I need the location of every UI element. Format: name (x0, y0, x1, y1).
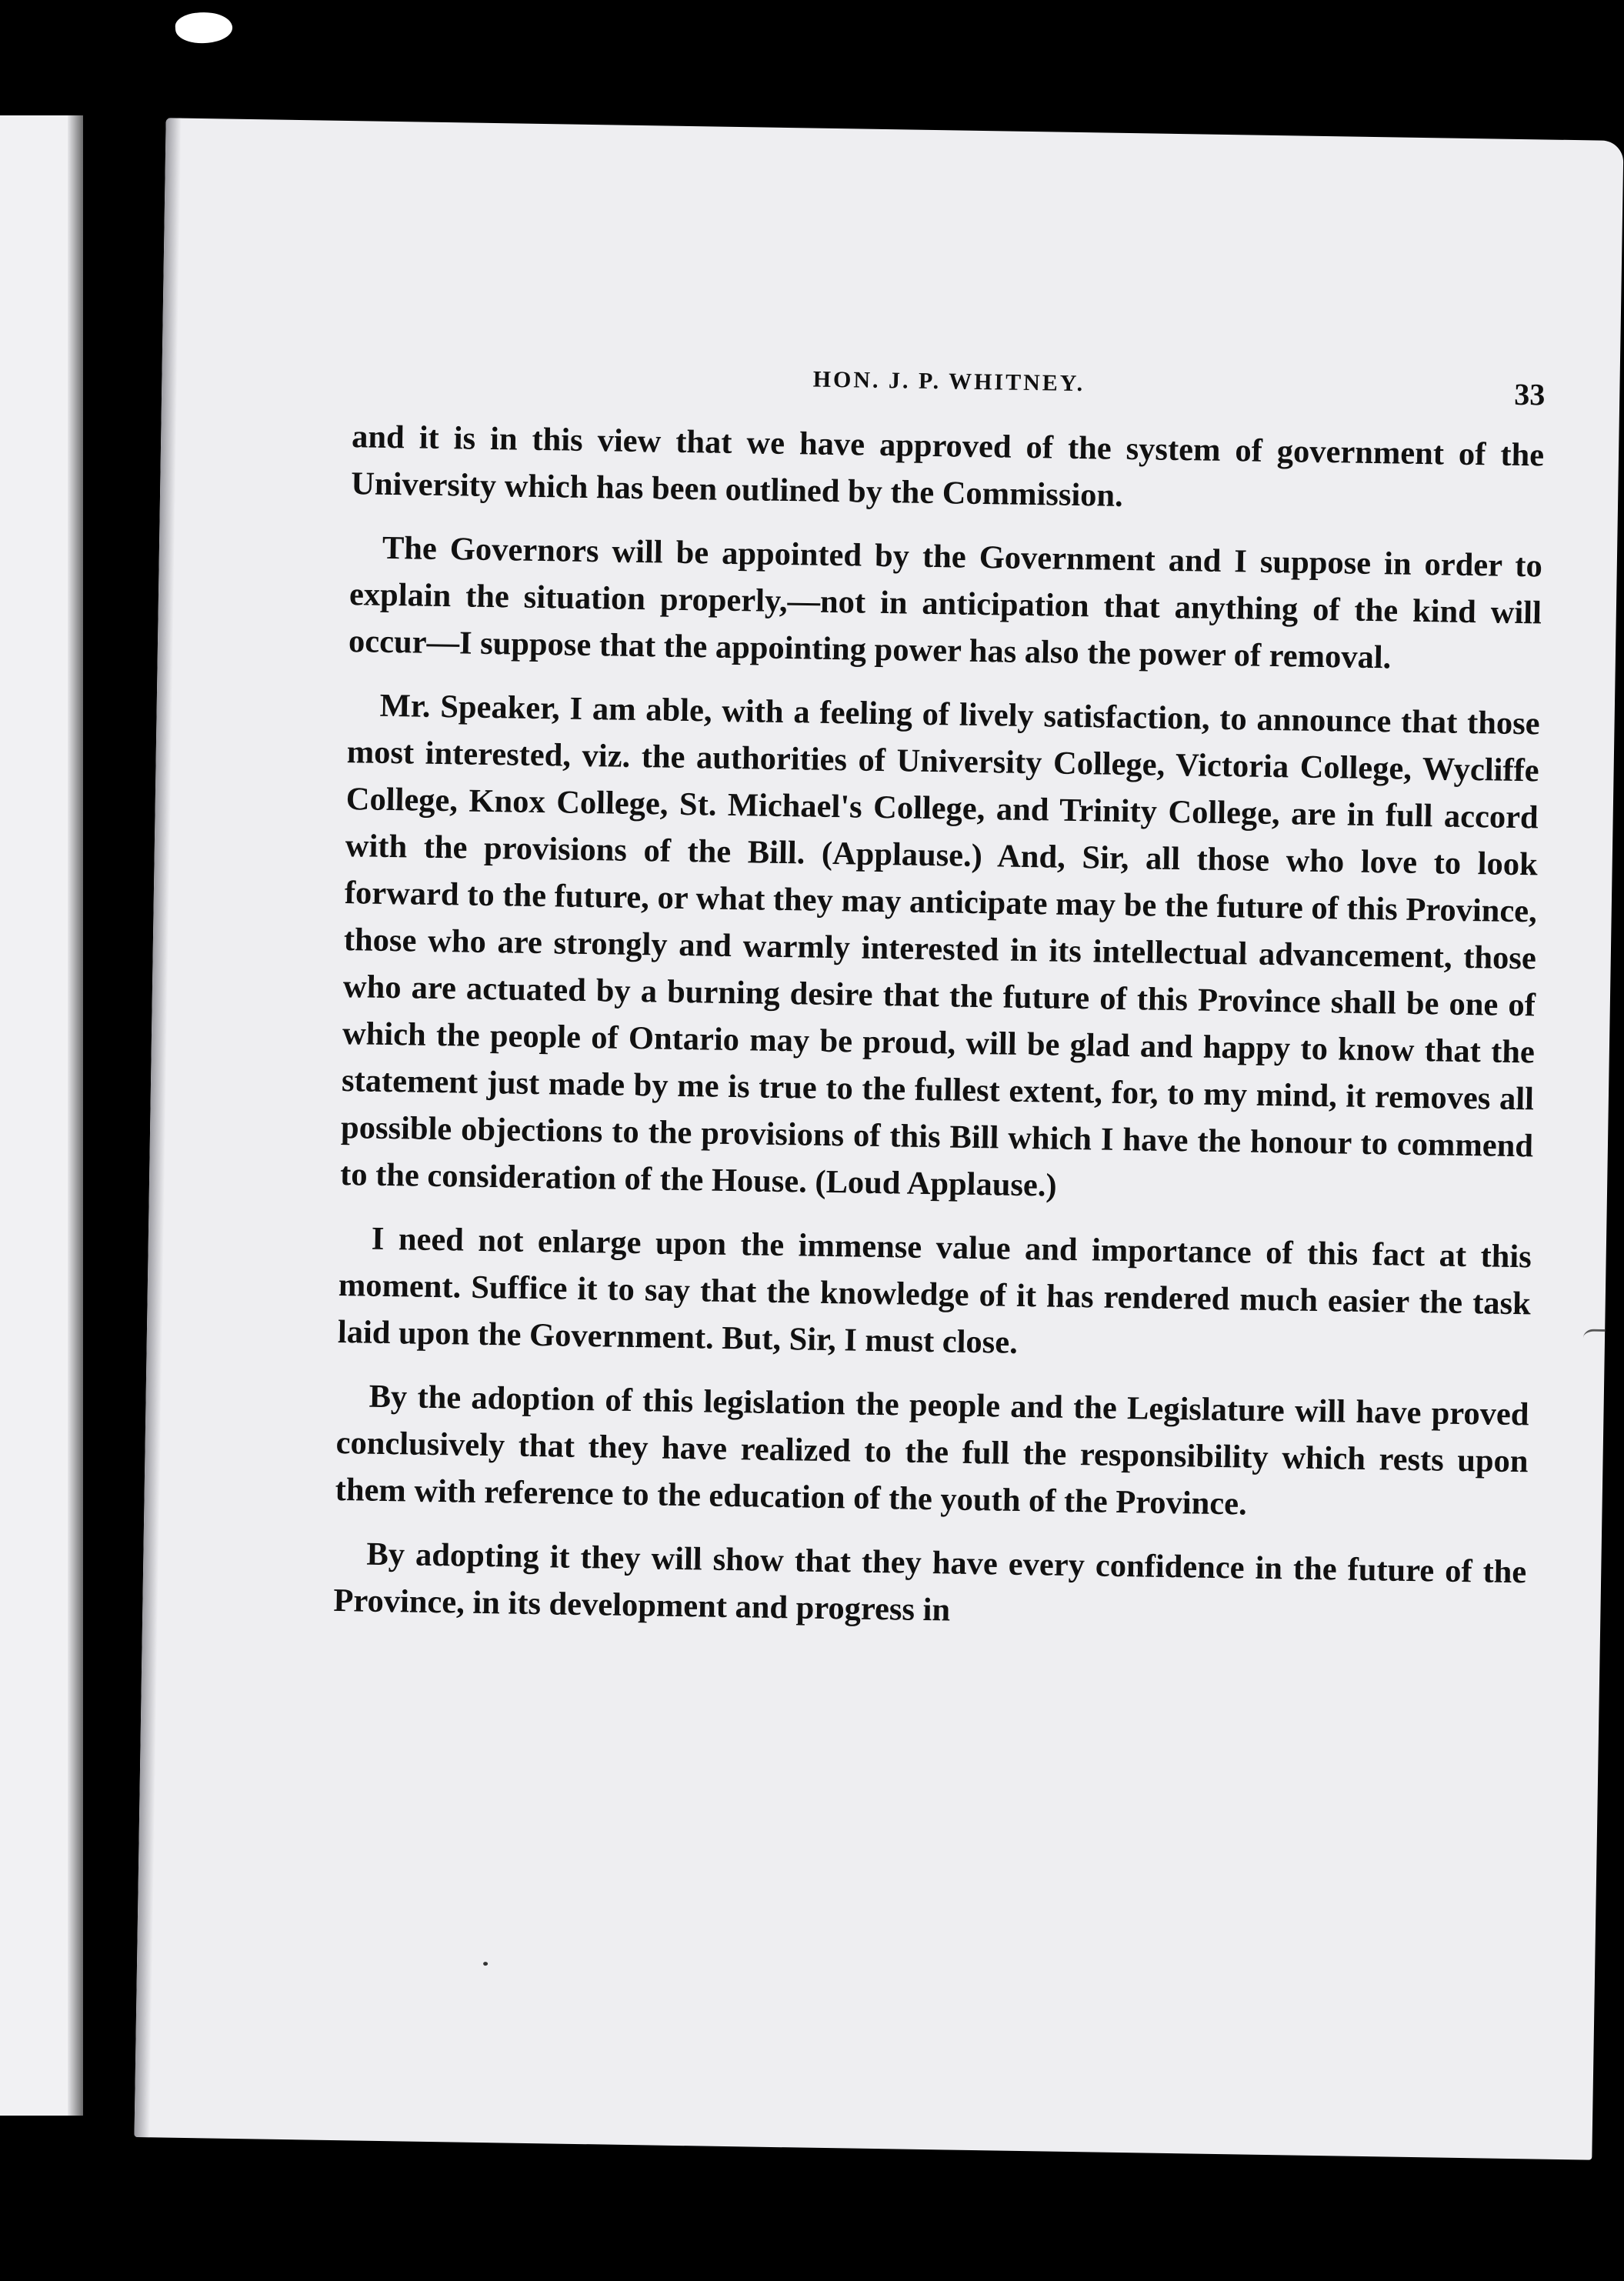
book-page (135, 118, 1624, 2159)
paragraph-5: By the adoption of this legislation the people and the Legislature will have proved conclusively that they have realized to the full the responsibility which rests upon them with reference to the education of the youth of the Province. (335, 1378, 1529, 1522)
paragraph-2: The Governors will be appointed by the Government and I suppose in order to explain the situation properly,—not in anticipation that anything of the kind will occur—I suppose that the appointing power has also the power of removal. (348, 529, 1543, 676)
paragraph-6: By adopting it they will show that they have every confidence in the future of the Province, in its development and progress in (333, 1536, 1527, 1629)
scan-artifact (175, 10, 234, 45)
ink-speck (483, 1962, 488, 1966)
page-number: 33 (1513, 376, 1546, 412)
paragraph-4: I need not enlarge upon the immense value and importance of this fact at this moment. Suffice it to say that the knowledge of it has rendered much easier the task laid upon the Government. But, Sir, I must close. (337, 1220, 1532, 1361)
paragraph-3: Mr. Speaker, I am able, with a feeling of lively satisfaction, to announce that those most interested, viz. the authorities of University College, Victoria College, Wycliffe College, Knox College, St. Michael's College, and Trinity College, are in full accord with the provisions of the Bill. (Applause.) And, Sir, all those who love to look forward to the future, or what they may anticipate may be the future of this Province, those who are strongly and warmly interested in its intellectual advancement, those who are actuated by a burning desire that the future of this Province shall be one of which the people of Ontario may be proud, will be glad and happy to know that the statement just made by me is true to the fullest extent, for, to my mind, it removes all possible objections to the provisions of this Bill which I have the honour to commend to the consideration of the House. (Loud Applause.) (339, 687, 1540, 1204)
page-edge-mark (1583, 1329, 1605, 1346)
page-body (333, 413, 1545, 1642)
paragraph-1: and it is in this view that we have approved of the system of government of the University which has been outlined by the Commission. (350, 419, 1545, 514)
running-head-title: HON. J. P. WHITNEY. (812, 366, 1085, 397)
page-text-block (333, 359, 1546, 1659)
